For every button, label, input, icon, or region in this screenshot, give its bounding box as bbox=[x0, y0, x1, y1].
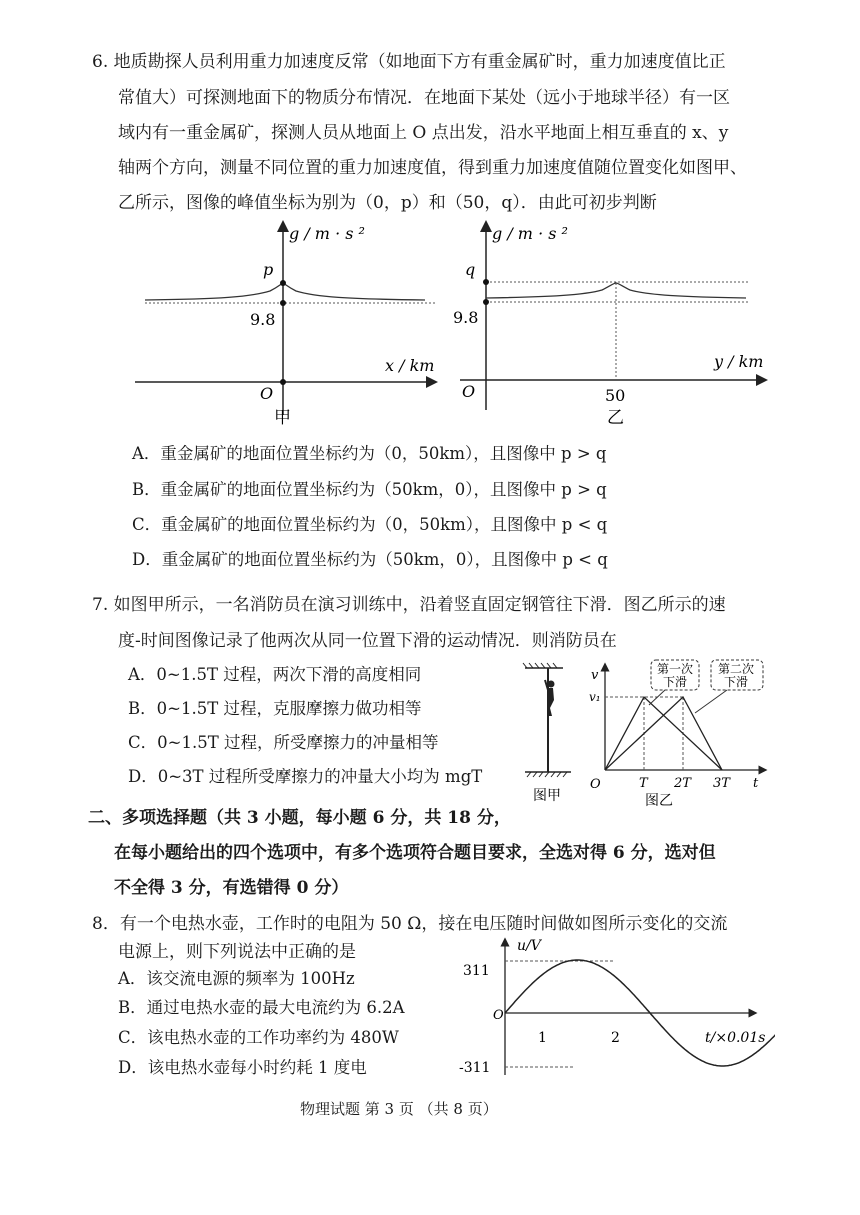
first-descent bbox=[605, 697, 722, 770]
q8-option-a: A．该交流电源的频率为 100Hz bbox=[118, 969, 355, 988]
graph-jia bbox=[130, 215, 450, 430]
caption: 乙 bbox=[607, 408, 624, 428]
t-label: t/×0.01s bbox=[705, 1030, 766, 1046]
u-label: u/V bbox=[517, 938, 541, 954]
q6-line-1: 6. 地质勘探人员利用重力加速度反常（如地面下方有重金属矿时，重力加速度值比正 bbox=[92, 52, 726, 72]
origin-label: O bbox=[590, 777, 601, 792]
base-label: 9.8 bbox=[250, 310, 276, 329]
v-label: v bbox=[591, 668, 599, 683]
section2-instr-2: 不全得 3 分，有选错得 0 分） bbox=[114, 878, 349, 898]
q6-option-b: B．重金属矿的地面位置坐标约为（50km，0），且图像中 p > q bbox=[132, 480, 607, 499]
caption: 图甲 bbox=[533, 788, 561, 804]
page-footer: 物理试题 第 3 页 （共 8 页） bbox=[300, 1100, 498, 1118]
origin-point bbox=[280, 379, 286, 385]
v1-label: v₁ bbox=[589, 690, 601, 704]
ymax-label: 311 bbox=[463, 963, 490, 979]
origin-label: O bbox=[462, 382, 476, 401]
q7-option-c: C．0~1.5T 过程，所受摩擦力的冲量相等 bbox=[128, 733, 439, 752]
graph-yi bbox=[450, 215, 780, 430]
q6-line-4: 轴两个方向，测量不同位置的重力加速度值，得到重力加速度值随位置变化如图甲、 bbox=[118, 158, 747, 178]
caption: 甲 bbox=[274, 408, 291, 428]
firefighter-icon bbox=[545, 680, 555, 716]
q6-line-3: 域内有一重金属矿，探测人员从地面上 O 点出发，沿水平地面上相互垂直的 x、y bbox=[118, 123, 729, 143]
q7-option-b: B．0~1.5T 过程，克服摩擦力做功相等 bbox=[128, 699, 422, 718]
xlabel: y / km bbox=[714, 352, 764, 371]
t-label: t bbox=[753, 776, 759, 791]
ylabel: g / m · s ² bbox=[492, 224, 568, 243]
second-descent bbox=[605, 697, 722, 770]
ymin-label: -311 bbox=[459, 1060, 491, 1076]
q7-fig-jia bbox=[515, 660, 585, 805]
legend-second-2: 下滑 bbox=[724, 675, 749, 689]
q6-option-a: A．重金属矿的地面位置坐标约为（0，50km），且图像中 p > q bbox=[132, 444, 607, 463]
tick-2: 2 bbox=[611, 1030, 620, 1046]
tick-1: 1 bbox=[538, 1030, 547, 1046]
q8-voltage-graph bbox=[455, 935, 775, 1080]
q8-line-1: 8．有一个电热水壶，工作时的电阻为 50 Ω，接在电压随时间做如图所示变化的交流 bbox=[92, 914, 728, 934]
q7-line-2: 度-时间图像记录了他两次从同一位置下滑的运动情况．则消防员在 bbox=[118, 631, 617, 651]
peak-point bbox=[280, 280, 286, 286]
q8-option-d: D．该电热水壶每小时约耗 1 度电 bbox=[118, 1058, 367, 1077]
legend-first-2: 下滑 bbox=[663, 675, 688, 689]
q7-option-d: D．0~3T 过程所受摩擦力的冲量大小均为 mgT bbox=[128, 767, 483, 786]
base-label: 9.8 bbox=[453, 308, 479, 327]
tick-2T: 2T bbox=[674, 776, 691, 791]
q7-line-1: 7. 如图甲所示，一名消防员在演习训练中，沿着竖直固定钢管往下滑．图乙所示的速 bbox=[92, 595, 726, 615]
q8-line-2: 电源上，则下列说法中正确的是 bbox=[118, 942, 356, 962]
base-point bbox=[483, 299, 489, 305]
xlabel: x / km bbox=[385, 356, 435, 375]
q7-option-a: A．0~1.5T 过程，两次下滑的高度相同 bbox=[128, 665, 422, 684]
origin-label: O bbox=[493, 1008, 504, 1023]
legend-second-1: 第二次 bbox=[718, 662, 755, 676]
legend-second-pointer bbox=[695, 690, 727, 713]
tick-3T: 3T bbox=[713, 776, 730, 791]
q8-option-b: B．通过电热水壶的最大电流约为 6.2A bbox=[118, 998, 405, 1017]
ylabel: g / m · s ² bbox=[289, 224, 365, 243]
tick-50: 50 bbox=[605, 386, 626, 405]
peak-point bbox=[483, 279, 489, 285]
q6-option-d: D．重金属矿的地面位置坐标约为（50km，0），且图像中 p < q bbox=[132, 550, 608, 569]
q6-option-c: C．重金属矿的地面位置坐标约为（0，50km），且图像中 p < q bbox=[132, 515, 608, 534]
tick-T: T bbox=[639, 776, 648, 791]
peak-label: p bbox=[263, 260, 274, 279]
legend-first-1: 第一次 bbox=[657, 662, 694, 676]
q7-fig-yi bbox=[585, 655, 770, 807]
peak-label: q bbox=[465, 260, 476, 279]
q6-line-5: 乙所示，图像的峰值坐标为别为（0，p）和（50，q）．由此可初步判断 bbox=[118, 193, 657, 213]
q8-option-c: C．该电热水壶的工作功率约为 480W bbox=[118, 1028, 399, 1047]
caption: 图乙 bbox=[645, 793, 673, 807]
section2-title: 二、多项选择题（共 3 小题，每小题 6 分，共 18 分， bbox=[88, 808, 511, 828]
gravity-curve bbox=[145, 283, 425, 300]
base-point bbox=[280, 300, 286, 306]
section2-instr-1: 在每小题给出的四个选项中，有多个选项符合题目要求，全选对得 6 分，选对但 bbox=[114, 843, 716, 863]
origin-label: O bbox=[260, 384, 274, 403]
q6-line-2: 常值大）可探测地面下的物质分布情况．在地面下某处（远小于地球半径）有一区 bbox=[118, 88, 730, 108]
